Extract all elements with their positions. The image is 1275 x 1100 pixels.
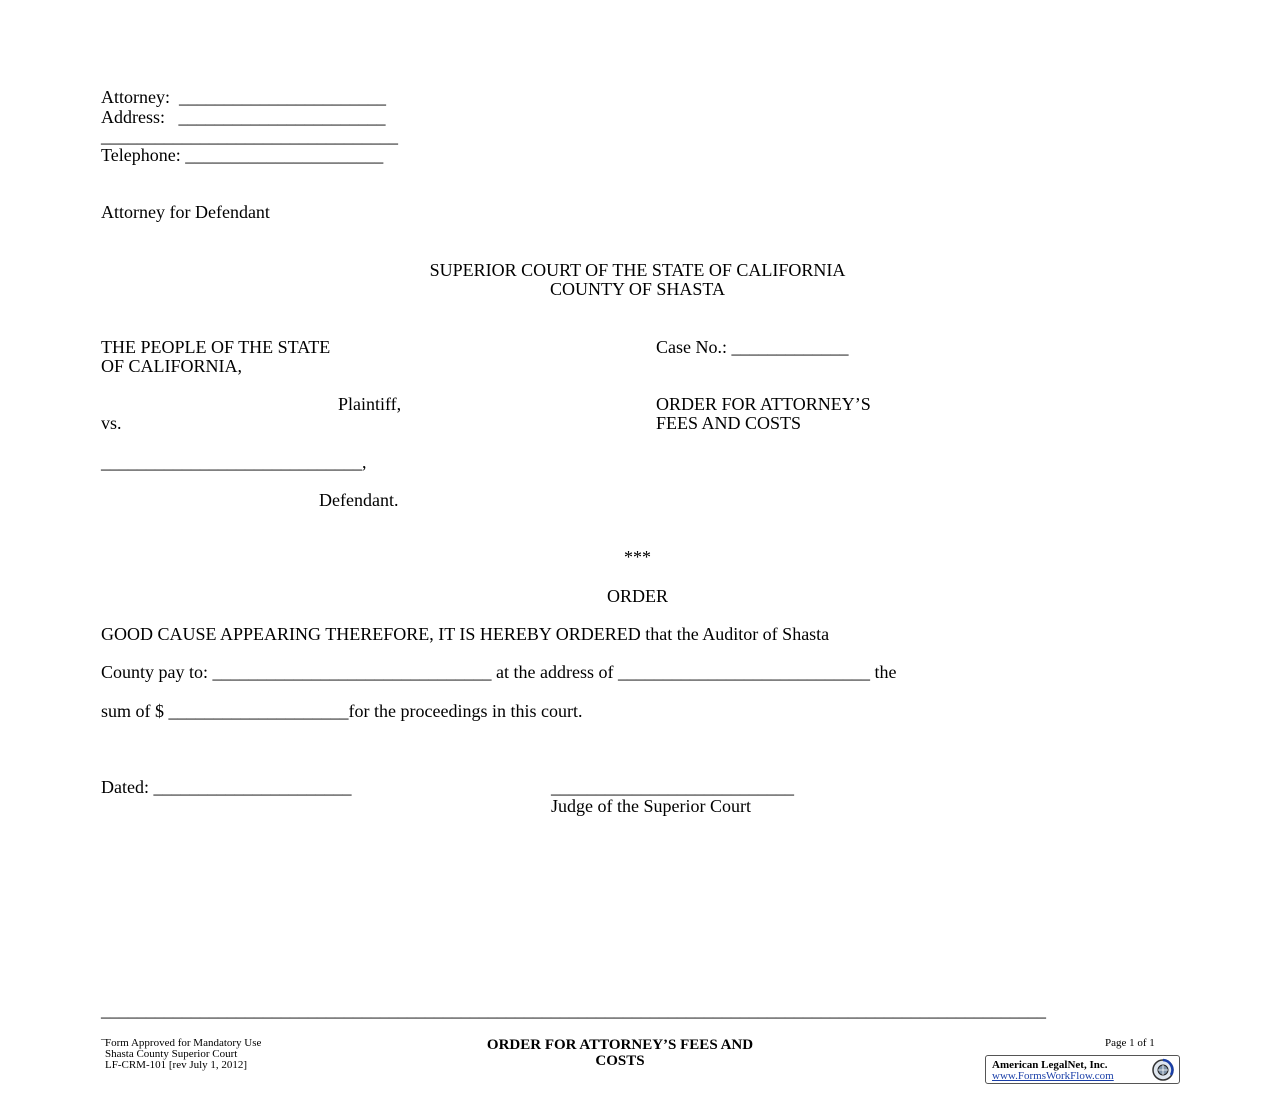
footer-approval-line: Form Approved for Mandatory Use: [105, 1037, 262, 1049]
county-name: COUNTY OF SHASTA: [550, 279, 725, 299]
defendant-name-blank: _____________________________,: [101, 452, 367, 472]
telephone-field-line: Telephone: ______________________: [101, 145, 384, 165]
footer-form-number: LF-CRM-101 [rev July 1, 2012]: [105, 1059, 248, 1071]
order-paragraph-line-2: County pay to: _______________________________ at the address of ____________________________ the: [101, 662, 897, 682]
people-line-2: OF CALIFORNIA,: [101, 356, 243, 376]
address-field-line: Address: _______________________: [101, 107, 386, 127]
footer-title-line-2: COSTS: [595, 1053, 645, 1069]
document-title-line-2: FEES AND COSTS: [656, 413, 802, 433]
order-paragraph-line-1: GOOD CAUSE APPEARING THEREFORE, IT IS HEREBY ORDERED that the Auditor of Shasta: [101, 624, 830, 644]
order-heading: ORDER: [606, 586, 668, 606]
footer-page-number: Page 1 of 1: [1105, 1037, 1155, 1049]
judge-signature-label: Judge of the Superior Court: [551, 796, 751, 816]
globe-icon: [1151, 1058, 1175, 1082]
defendant-label: Defendant.: [319, 490, 399, 510]
court-name: SUPERIOR COURT OF THE STATE OF CALIFORNIA: [429, 260, 846, 280]
section-separator-stars: ***: [624, 547, 651, 567]
versus-label: vs.: [101, 413, 122, 433]
order-paragraph-line-3: sum of $ ____________________for the proceedings in this court.: [101, 701, 583, 721]
plaintiff-label: Plaintiff,: [338, 394, 402, 414]
case-number-field: Case No.: _____________: [656, 337, 849, 357]
logo-company-name: American LegalNet, Inc.: [992, 1059, 1108, 1071]
footer-court-line: Shasta County Superior Court: [105, 1048, 238, 1060]
logo-website-link[interactable]: www.FormsWorkFlow.com: [992, 1070, 1114, 1082]
judge-signature-line: ___________________________: [551, 777, 794, 797]
people-line-1: THE PEOPLE OF THE STATE: [101, 337, 331, 357]
footer-title-line-1: ORDER FOR ATTORNEY’S FEES AND: [486, 1037, 754, 1053]
document-title-line-1: ORDER FOR ATTORNEY’S: [656, 394, 871, 414]
attorney-field-line: Attorney: _______________________: [101, 87, 386, 107]
dated-field: Dated: ______________________: [101, 777, 352, 797]
footer-rule-tail: _: [101, 1029, 107, 1041]
footer-rule: _________________________________________________________________________________________________________: [101, 1000, 1046, 1020]
address-continuation-line: _________________________________: [101, 126, 398, 146]
american-legalnet-logo: [985, 1055, 1180, 1084]
attorney-for-label: Attorney for Defendant: [101, 202, 270, 222]
